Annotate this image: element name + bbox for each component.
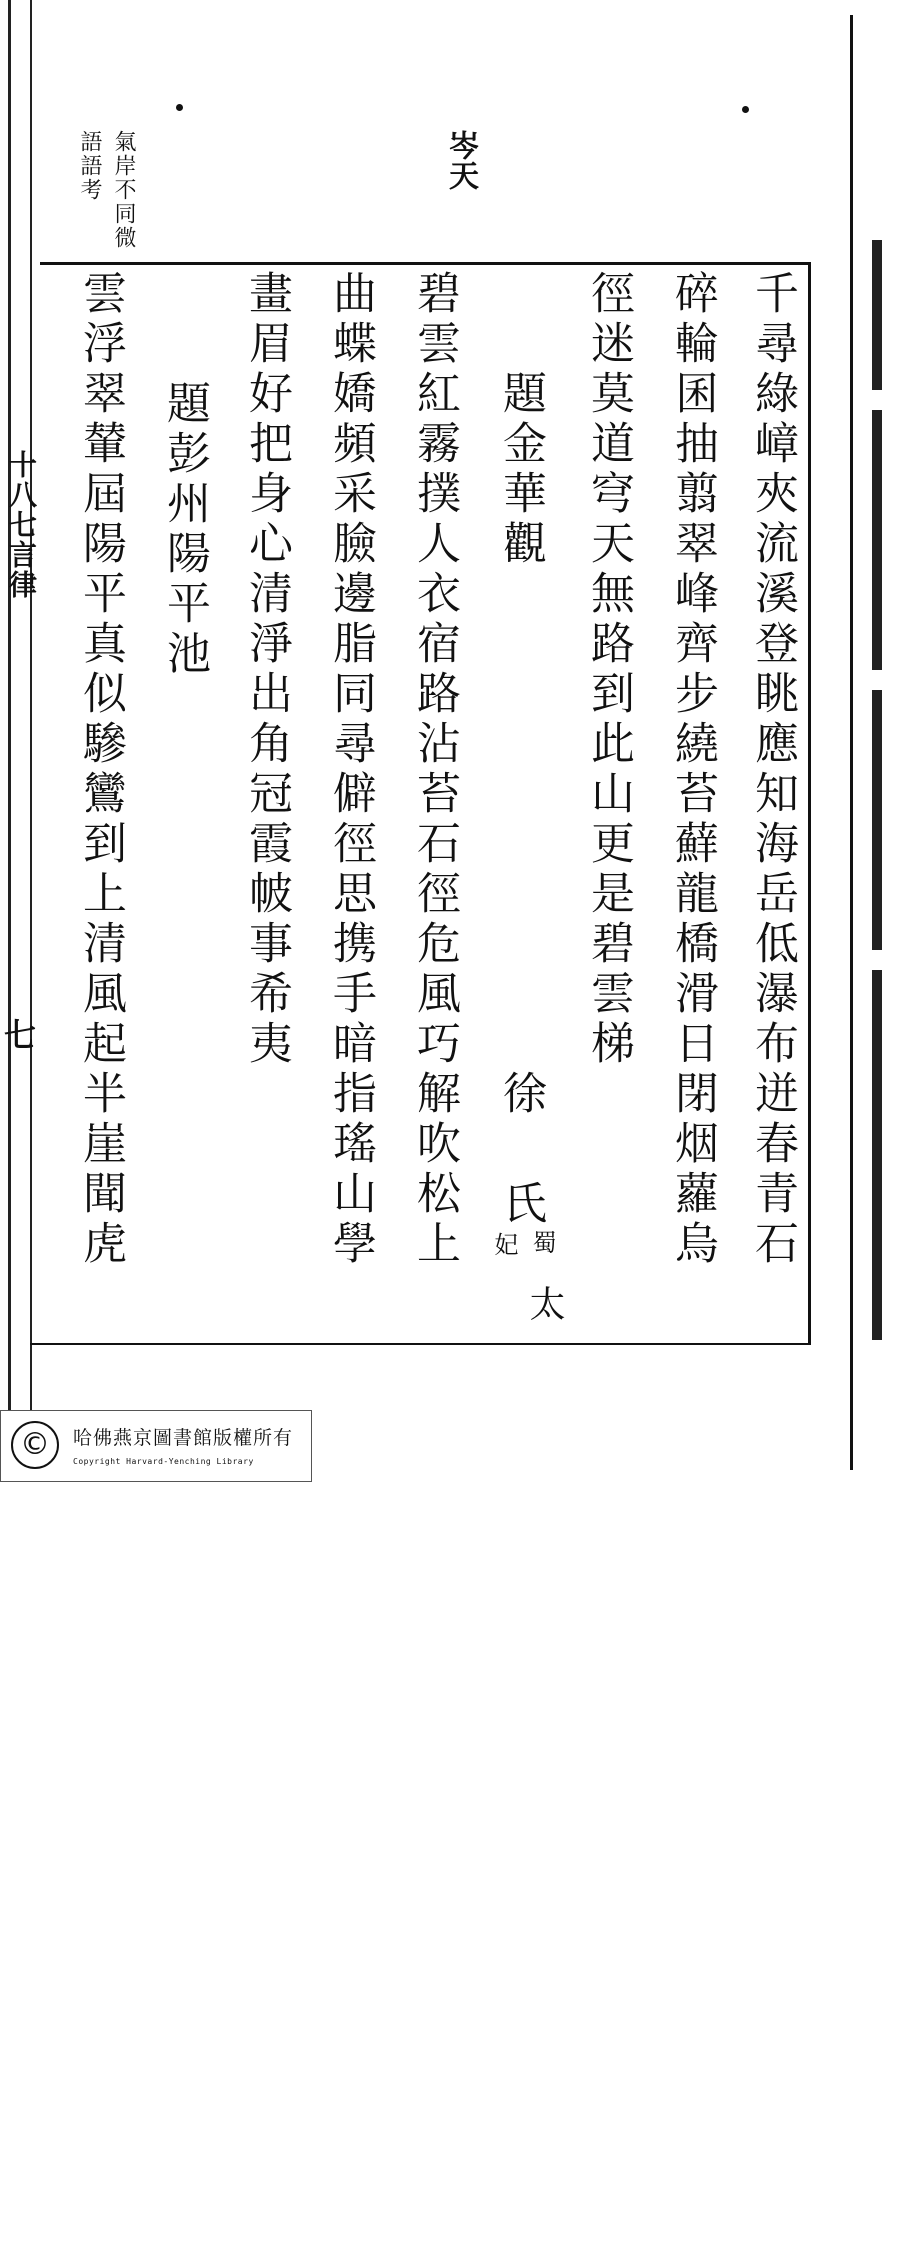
copyright-stamp: [0, 1410, 312, 1482]
poem1-line-2: 碎輪囷抽翦翠峰齊步繞苔蘚龍橋滑日閉烟蘿烏: [667, 270, 718, 1270]
poem2-line-1: 碧雲紅霧撲人衣宿路沾苔石徑危風巧解吹松上: [409, 270, 460, 1270]
ink-dot: [742, 106, 749, 113]
copyright-icon: ©: [11, 1421, 59, 1469]
poem2-line-3: 畫眉好把身心清淨出角冠霞帔事希夷: [241, 270, 292, 1070]
page-edge-rule: [850, 15, 853, 1470]
frame-bottom-line: [30, 1343, 811, 1345]
poem1-line-1: 千尋綠嶂夾流溪登眺應知海岳低瀑布迸春青石: [747, 270, 798, 1270]
annotation-col2: 微語語考: [77, 130, 136, 250]
poem2-author: 徐: [495, 1070, 546, 1128]
poem2-note-c: 妃: [490, 1232, 518, 1260]
poem3-line-1: 雲浮翠輦屆陽平真似驂鸞到上清風起半崖聞虎: [75, 270, 126, 1270]
margin-annotation: [60, 130, 140, 260]
poem2-note-b: 太: [524, 1285, 565, 1325]
spine-label: 十八七言律: [5, 450, 38, 600]
annotation-lead: 岑天: [443, 130, 478, 190]
poem3-title: 題彭州陽平池: [159, 380, 210, 680]
poem2-line-2: 曲蝶嬌頻采臉邊脂同尋僻徑思携手暗指瑤山學: [325, 270, 376, 1270]
next-page-edge: [872, 240, 884, 1340]
binding-edge: [0, 0, 38, 1410]
page-number: 七: [4, 1016, 37, 1054]
poem2-author-2: 氏: [495, 1180, 546, 1238]
poem1-line-3: 徑迷莫道穹天無路到此山更是碧雲梯: [583, 270, 634, 1070]
copyright-text-chinese: 哈佛燕京圖書館版權所有: [73, 1427, 294, 1449]
copyright-text-english: Copyright Harvard-Yenching Library: [73, 1457, 254, 1466]
ink-dot: [176, 104, 183, 111]
poem2-note-a: 蜀: [528, 1230, 556, 1258]
edge-rule: [30, 0, 32, 1410]
annotation-col1: 氣岸不同: [111, 130, 136, 226]
poem2-title: 題金華觀: [495, 370, 546, 570]
edge-rule: [8, 0, 11, 1410]
